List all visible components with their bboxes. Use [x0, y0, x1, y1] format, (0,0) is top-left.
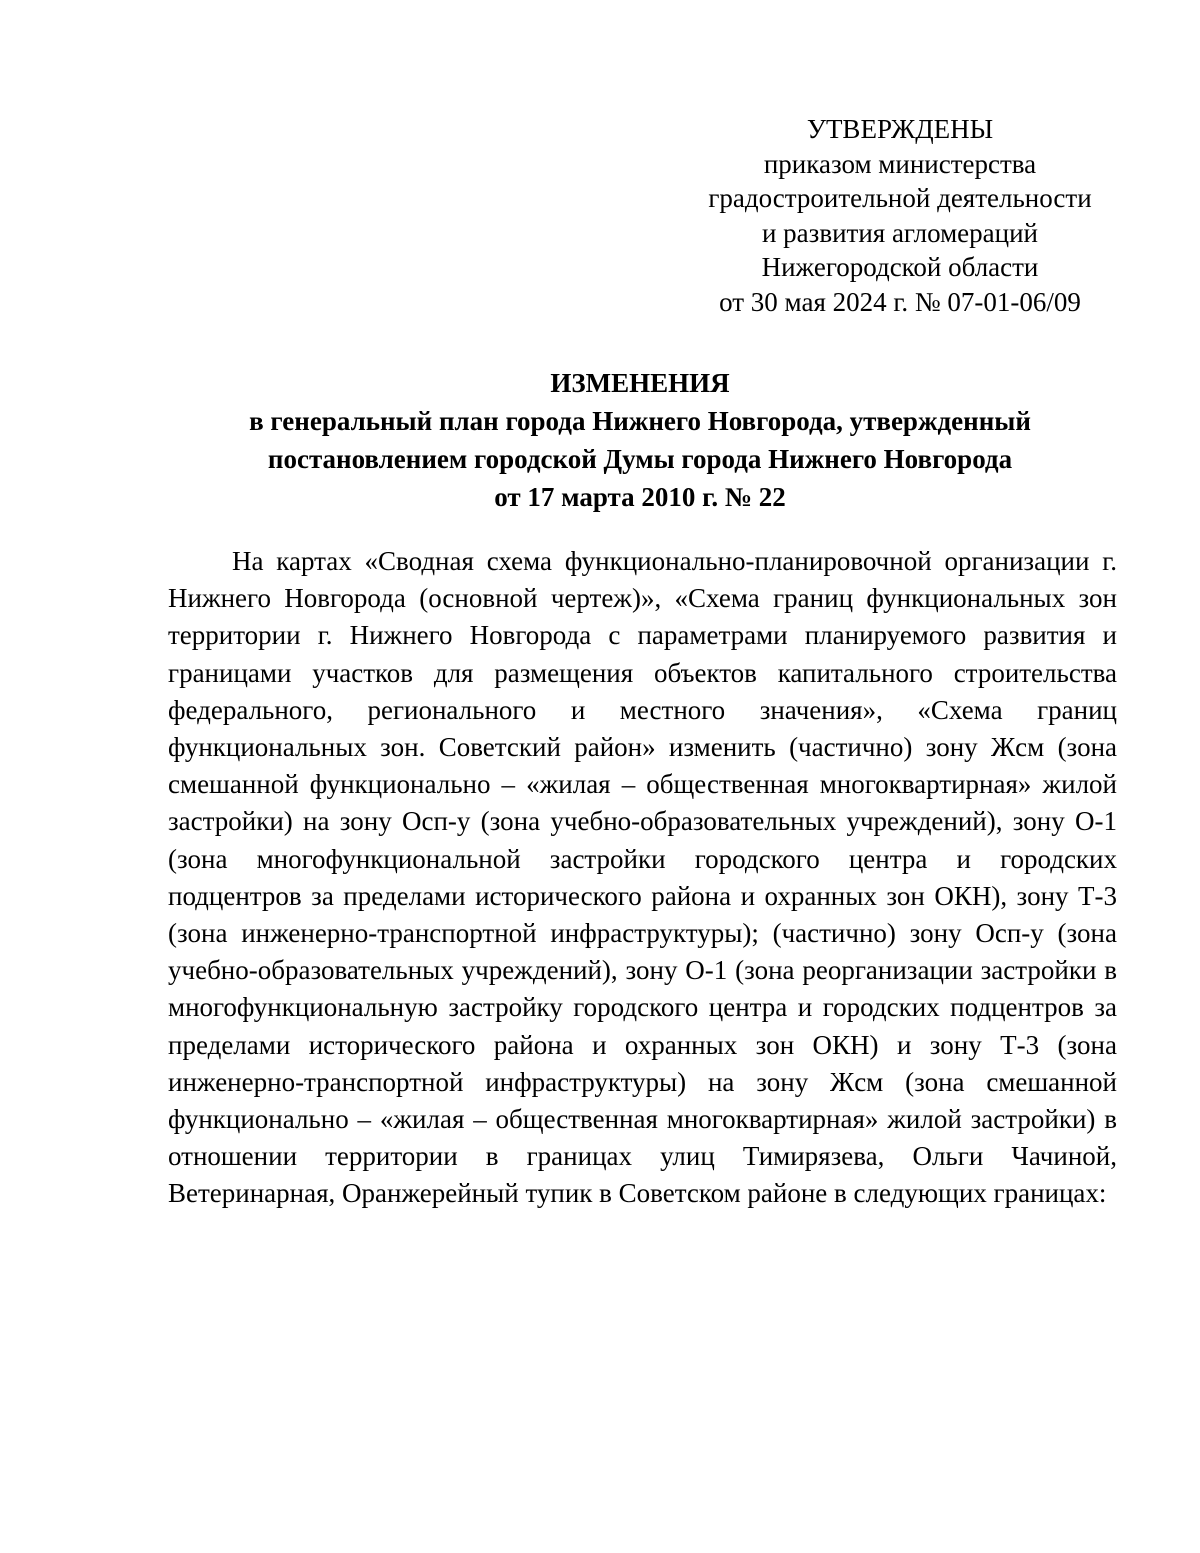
document-title [150, 364, 1130, 516]
body-paragraph: На картах «Сводная схема функционально-планировочной организации г. Нижнего Новгорода (основной чертеж)», «Схема границ функциональных зон территории г. Нижнего Новгорода с параметрами планируемого развития и границами участков для размещения объектов капитального строительства федерального, регионального и местного значения», «Схема границ функциональных зон. Советский район» изменить (частично) зону Жсм (зона смешанной функционально – «жилая – общественная многоквартирная» жилой застройки) на зону Осп-у (зона учебно-образовательных учреждений), зону О-1 (зона многофункциональной застройки городского центра и городских подцентров за пределами исторического района и охранных зон ОКН), зону Т-3 (зона инженерно-транспортной инфраструктуры); (частично) зону Осп-у (зона учебно-образовательных учреждений), зону О-1 (зона реорганизации застройки в многофункциональную застройку городского центра и городских подцентров за пределами исторического района и охранных зон ОКН) и зону Т-3 (зона инженерно-транспортной инфраструктуры) на зону Жсм (зона смешанной функционально – «жилая – общественная многоквартирная» жилой застройки) в отношении территории в границах улиц Тимирязева, Ольги Чачиной, Ветеринарная, Оранжерейный тупик в Советском районе в следующих границах: [168, 546, 1117, 1209]
title-line: постановлением городской Думы города Нижнего Новгорода [267, 444, 1013, 474]
approval-date-number: от 30 мая 2024 г. № 07-01-06/09 [719, 286, 1081, 317]
title-line: в генеральный план города Нижнего Новгорода, утвержденный [249, 406, 1031, 436]
approval-heading: УТВЕРЖДЕНЫ [806, 114, 994, 144]
approval-line: и развития агломераций [761, 217, 1038, 248]
title-main: ИЗМЕНЕНИЯ [550, 368, 730, 398]
approval-line: Нижегородской области [761, 252, 1039, 282]
approval-block [700, 112, 1100, 319]
approval-line: градостроительной деятельности [708, 183, 1092, 213]
approval-line: приказом министерства [763, 148, 1037, 179]
title-line: от 17 марта 2010 г. № 22 [494, 482, 786, 512]
